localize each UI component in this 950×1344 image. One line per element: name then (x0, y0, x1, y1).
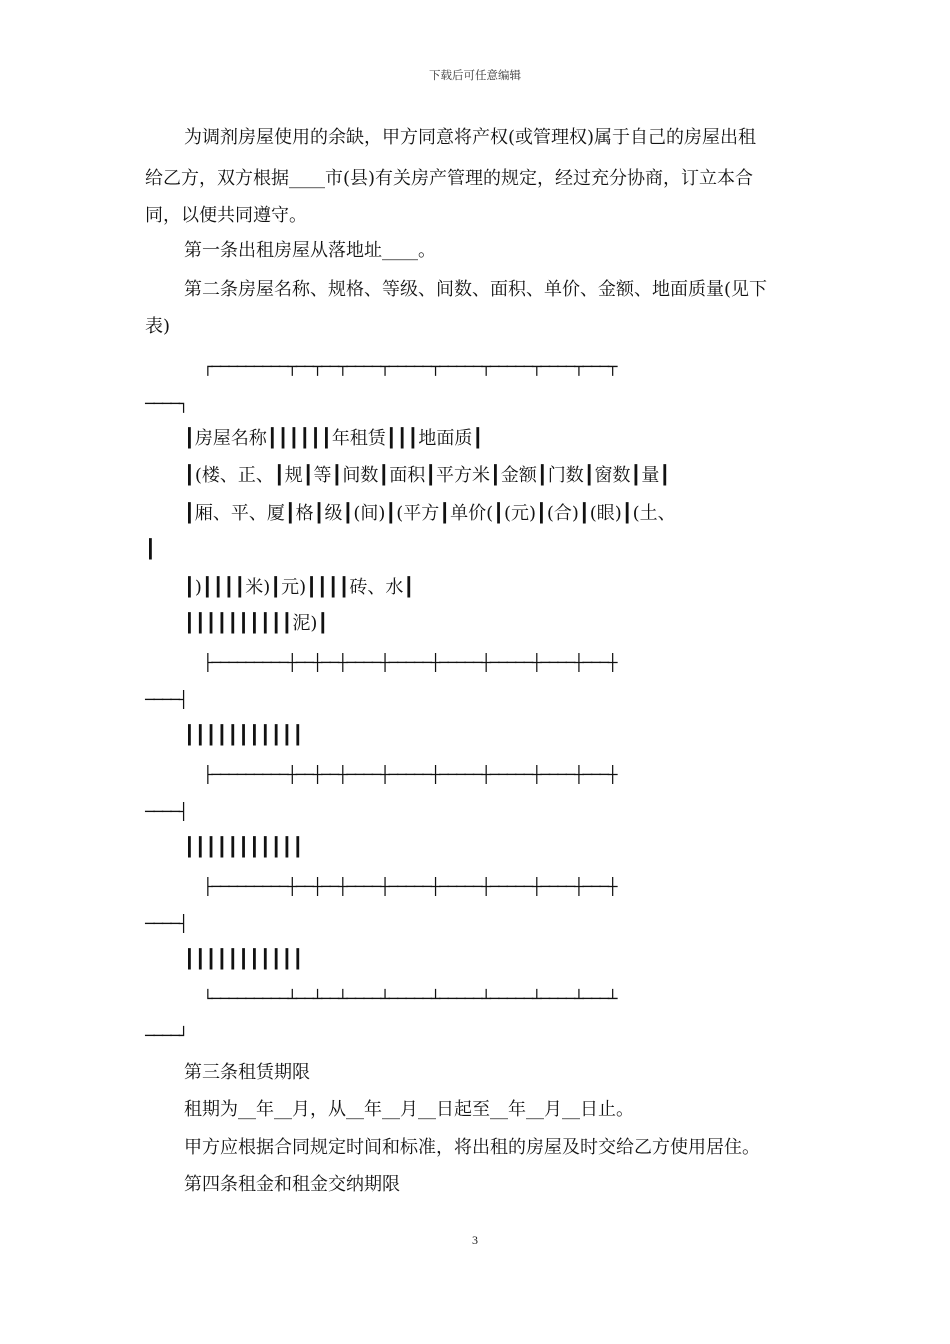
page-number: 3 (472, 1233, 478, 1247)
table-bottom-border: └─────────┴──┴──┴────┴─────┴─────┴─────┴────┴───┴ (203, 989, 617, 1008)
article-2: 第二条房屋名称、规格、等级、间数、面积、单价、金额、地面质量(见下 (184, 279, 768, 300)
page-header: 下载后可任意编辑 (429, 68, 521, 82)
paragraph-line: 给乙方，双方根据____市(县)有关房产管理的规定，经过充分协商，订立本合 (145, 168, 754, 189)
table-header-row-wrap: ┃ (145, 539, 156, 560)
article-2-continued: 表) (145, 316, 171, 337)
table-mid-border: ├─────────┼──┼──┼────┼─────┼─────┼─────┼────┼───┼ (203, 877, 617, 896)
table-mid-border-end: ────┤ (145, 914, 188, 933)
delivery-clause: 甲方应根据合同规定时间和标准，将出租的房屋及时交给乙方使用居住。 (184, 1137, 760, 1158)
table-mid-border-end: ────┤ (145, 690, 188, 709)
paragraph-line: 为调剂房屋使用的余缺，甲方同意将产权(或管理权)属于自己的房屋出租 (184, 127, 757, 148)
article-1: 第一条出租房屋从落地址____。 (184, 240, 436, 261)
table-top-border: ┌─────────┬──┬──┬────┬─────┬─────┬─────┬────┬───┬ (203, 357, 617, 376)
table-header-row: ┃┃┃┃┃┃┃┃┃┃泥)┃ (184, 613, 329, 634)
table-header-row: ┃)┃┃┃┃米)┃元)┃┃┃┃砖、水┃ (184, 577, 415, 598)
table-mid-border: ├─────────┼──┼──┼────┼─────┼─────┼─────┼────┼───┼ (203, 653, 617, 672)
table-row: ┃┃┃┃┃┃┃┃┃┃┃ (184, 949, 304, 970)
table-header-row: ┃厢、平、厦┃格┃级┃(间)┃(平方┃单价(┃(元)┃(合)┃(眼)┃(土、 (184, 503, 676, 524)
lease-term: 租期为__年__月，从__年__月__日起至__年__月__日止。 (184, 1099, 634, 1120)
paragraph-line: 同，以便共同遵守。 (145, 205, 307, 226)
table-mid-border-end: ────┤ (145, 802, 188, 821)
table-mid-border: ├─────────┼──┼──┼────┼─────┼─────┼─────┼────┼───┼ (203, 765, 617, 784)
table-header-row: ┃(楼、正、┃规┃等┃间数┃面积┃平方米┃金额┃门数┃窗数┃量┃ (184, 465, 671, 486)
table-bottom-border-end: ────┘ (145, 1026, 188, 1045)
table-header-row: ┃房屋名称┃┃┃┃┃┃年租赁┃┃┃地面质┃ (184, 428, 484, 449)
article-3: 第三条租赁期限 (184, 1062, 310, 1083)
table-top-border-end: ────┐ (145, 394, 188, 413)
table-row: ┃┃┃┃┃┃┃┃┃┃┃ (184, 725, 304, 746)
article-4: 第四条租金和租金交纳期限 (184, 1174, 400, 1195)
table-row: ┃┃┃┃┃┃┃┃┃┃┃ (184, 837, 304, 858)
